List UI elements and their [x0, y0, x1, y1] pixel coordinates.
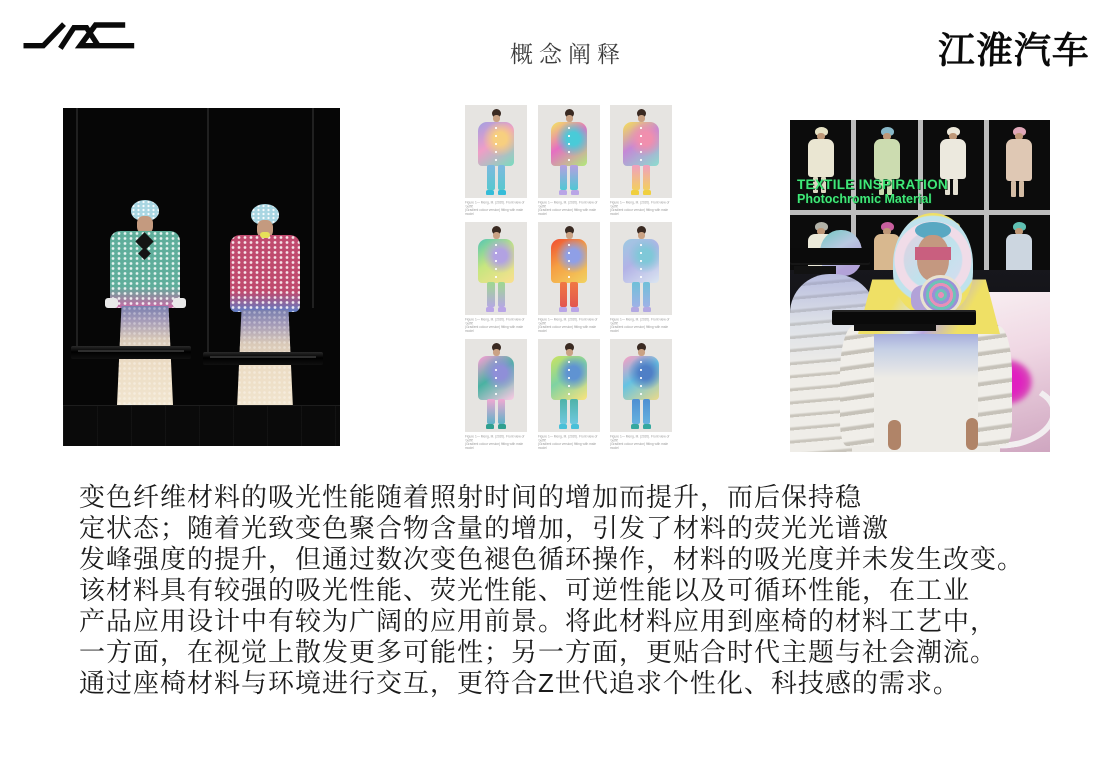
shoes — [631, 424, 651, 429]
stage-floor — [63, 405, 340, 446]
brand-logotype: 江淮汽车 — [937, 30, 1091, 71]
gradient-pants — [632, 399, 650, 424]
face — [638, 232, 645, 239]
lookbook-photo — [465, 105, 527, 198]
pink-sunglasses — [915, 247, 951, 260]
crimson-sweater — [230, 235, 300, 312]
face — [566, 232, 573, 239]
ruffle-sleeve — [978, 326, 1012, 446]
runway-thumb — [989, 120, 1050, 210]
lookbook-photo — [610, 105, 672, 198]
lookbook-cell — [538, 105, 600, 215]
gradient-coat — [623, 122, 659, 166]
gradient-coat — [551, 239, 587, 283]
photo-caption: Figure 1— Meng, M. (2020). Front view of 'outfit' (Gradient colour version) fitting with male model — [465, 201, 525, 217]
ruffle-sleeve — [840, 326, 874, 446]
photo-caption: Figure 1— Meng, M. (2020). Front view of 'outfit' (Gradient colour version) fitting with male model — [465, 318, 525, 334]
face — [493, 115, 500, 122]
overlay-caption — [797, 177, 948, 206]
trapeze-rope — [207, 108, 209, 358]
trapeze-bar — [71, 346, 191, 359]
gradient-pants — [560, 165, 578, 190]
lookbook-photo — [610, 339, 672, 432]
trapeze-rope — [312, 108, 314, 308]
teal-sweater — [110, 231, 180, 308]
face — [566, 115, 573, 122]
page-title: 概念阐释 — [510, 41, 626, 67]
shoes — [559, 190, 579, 195]
lookbook-cell — [465, 105, 527, 215]
lookbook-cell — [538, 339, 600, 449]
face — [493, 349, 500, 356]
gradient-coat — [551, 122, 587, 166]
photo-caption: Figure 1— Meng, M. (2020). Front view of 'outfit' (Gradient colour version) fitting with male model — [610, 435, 670, 451]
text-line: 变色纤维材料的吸光性能随着照射时间的增加而提升，而后保持稳 — [79, 482, 863, 512]
gradient-coat — [623, 356, 659, 400]
gradient-coat — [551, 356, 587, 400]
collar — [260, 232, 270, 238]
text-line: 发峰强度的提升，但通过数次变色褪色循环操作，材料的吸光度并未发生改变。 — [79, 544, 1025, 574]
body-text — [79, 482, 1059, 699]
collage-figure — [790, 120, 1050, 452]
photo-caption: Figure 1— Meng, M. (2020). Front view of 'outfit' (Gradient colour version) fitting with male model — [610, 201, 670, 217]
shoes — [486, 307, 506, 312]
trapeze-bar — [203, 352, 323, 365]
overlay-subtitle: Photochromic Material — [797, 192, 932, 206]
trapeze-hardware — [794, 266, 836, 274]
coat — [808, 139, 834, 177]
shoes — [631, 307, 651, 312]
gradient-pants — [560, 282, 578, 307]
gradient-pants — [487, 165, 505, 190]
text-line: 通过座椅材料与环境进行交互，更符合Z世代追求个性化、科技感的需求。 — [79, 668, 960, 698]
text-line: 产品应用设计中有较为广阔的应用前景。将此材料应用到座椅的材料工艺中， — [79, 606, 998, 636]
lookbook-cell — [538, 222, 600, 332]
photo-caption: Figure 1— Meng, M. (2020). Front view of 'outfit' (Gradient colour version) fitting with male model — [537, 201, 597, 217]
photo-caption: Figure 1— Meng, M. (2020). Front view of 'outfit' (Gradient colour version) fitting with male model — [610, 318, 670, 334]
gradient-pants — [632, 165, 650, 190]
gradient-coat — [478, 356, 514, 400]
gradient-pants — [560, 399, 578, 424]
shoes — [559, 424, 579, 429]
stage-photo-figure — [63, 108, 340, 446]
trapeze-bar — [832, 310, 976, 325]
gradient-pants — [632, 282, 650, 307]
gradient-coat — [478, 122, 514, 166]
lookbook-cell — [610, 339, 672, 449]
cuff — [173, 298, 186, 308]
lookbook-cell — [465, 222, 527, 332]
text-line: 一方面，在视觉上散发更多可能性；另一方面，更贴合时代主题与社会潮流。 — [79, 637, 998, 667]
lookbook-cell — [610, 105, 672, 215]
trapeze-bar — [790, 248, 870, 263]
shoes — [486, 190, 506, 195]
overlay-title: TEXTILE INSPIRATION — [797, 177, 948, 192]
shoes — [486, 424, 506, 429]
lookbook-photo — [465, 339, 527, 432]
gradient-pants — [487, 282, 505, 307]
gradient-coat — [478, 239, 514, 283]
coat — [874, 139, 900, 179]
face — [566, 349, 573, 356]
legs — [1011, 181, 1027, 197]
cuff — [105, 298, 118, 308]
jac-logo-icon — [12, 16, 152, 52]
lookbook-grid-figure — [465, 105, 672, 452]
face — [638, 115, 645, 122]
photo-caption: Figure 1— Meng, M. (2020). Front view of 'outfit' (Gradient colour version) fitting with male model — [537, 318, 597, 334]
lookbook-photo — [465, 222, 527, 315]
lookbook-photo — [610, 222, 672, 315]
lookbook-photo — [538, 105, 600, 198]
shoes — [559, 307, 579, 312]
lookbook-cell — [610, 222, 672, 332]
lookbook-cell — [465, 339, 527, 449]
photo-caption: Figure 1— Meng, M. (2020). Front view of 'outfit' (Gradient colour version) fitting with male model — [465, 435, 525, 451]
face — [638, 349, 645, 356]
text-line: 该材料具有较强的吸光性能、荧光性能、可逆性能以及可循环性能，在工业 — [79, 575, 971, 605]
hand — [888, 420, 901, 450]
gradient-coat — [623, 239, 659, 283]
lookbook-photo — [538, 222, 600, 315]
photo-caption: Figure 1— Meng, M. (2020). Front view of 'outfit' (Gradient colour version) fitting with male model — [537, 435, 597, 451]
text-line: 定状态；随着光致变色聚合物含量的增加，引发了材料的荧光光谱激 — [79, 513, 890, 543]
hand — [966, 418, 978, 450]
coat — [1006, 139, 1032, 181]
trapeze-rope — [76, 108, 78, 348]
shoes — [631, 190, 651, 195]
gradient-pants — [487, 399, 505, 424]
coat — [940, 139, 966, 179]
argyle-motif — [138, 247, 151, 260]
face — [493, 232, 500, 239]
lookbook-photo — [538, 339, 600, 432]
